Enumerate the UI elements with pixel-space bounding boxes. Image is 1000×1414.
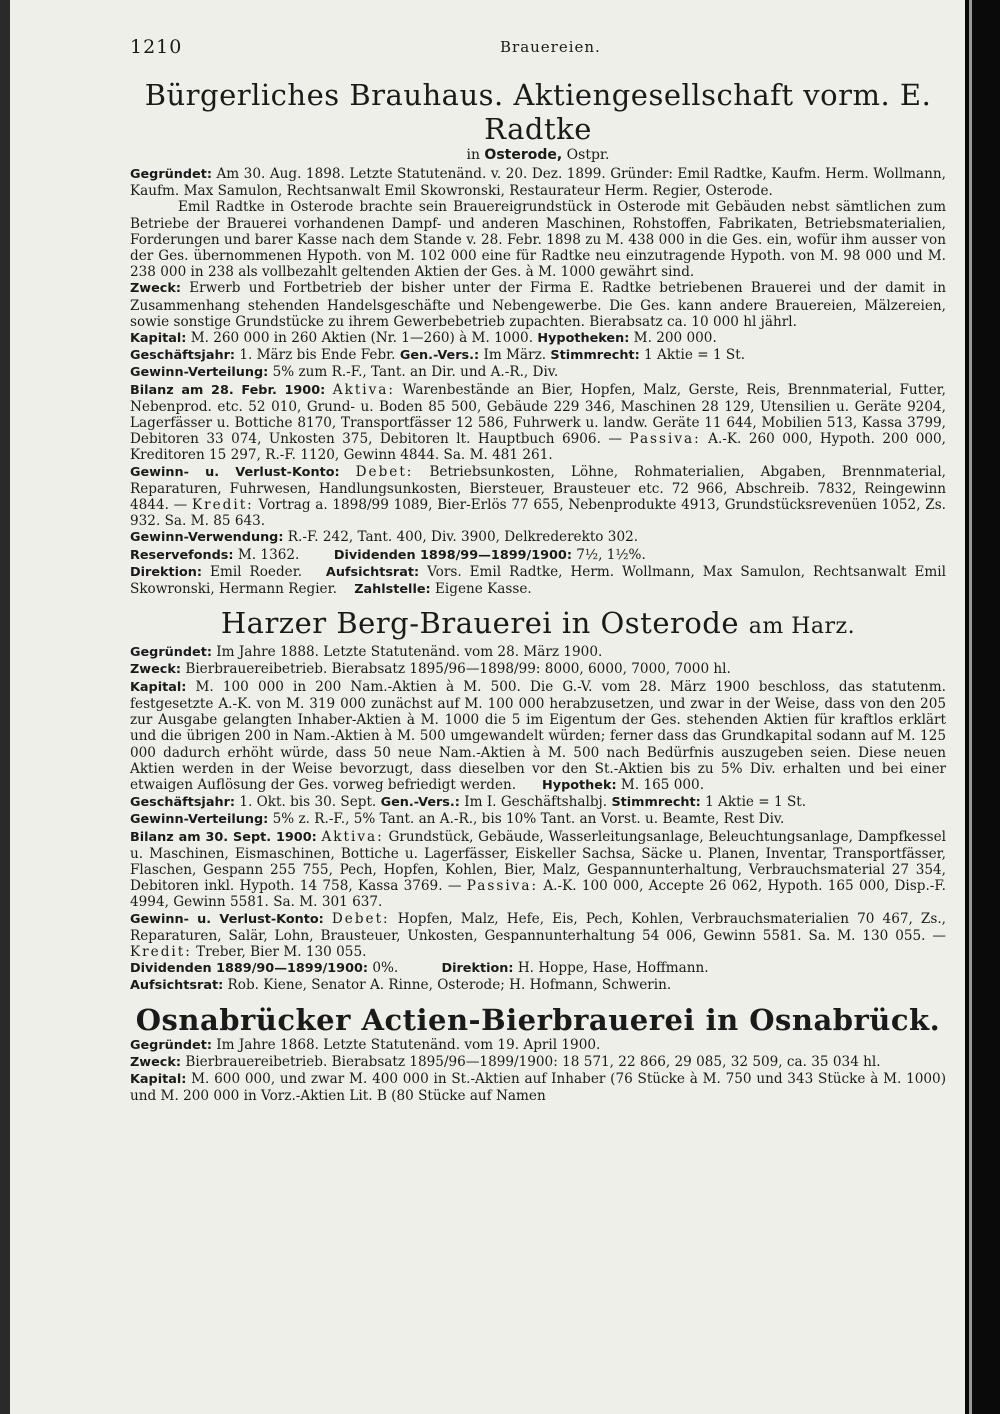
voting-right-text: 1 Aktie = 1 St.	[705, 794, 807, 811]
capital-paragraph	[130, 1071, 946, 1104]
management-text: Emil Roeder.	[210, 563, 303, 580]
profit-distribution-paragraph	[130, 811, 946, 828]
profit-loss-paragraph	[130, 911, 946, 961]
section-gap	[130, 995, 946, 1003]
assets-text: Warenbestände an Bier, Hopfen, Malz, Gerste, Reis, Brennmaterial, Futter, Nebenprod. etc. 52 010, Grund- u. Boden 85 500, Gebäude 229 346, Maschinen 28 129, Utensilien u. Geräte 9204, Lagerfässer u. Bottiche 8170, Transportfässer 12 586, Fuhrwerk u. landw. Geräte 11 644, Mobilien 513, Kassa 3799, Debitoren 33 074, Unkosten 375, Debitoren lt. Hauptbuch 6906. —	[130, 381, 946, 448]
label-balance: Bilanz am 28. Febr. 1900:	[130, 382, 326, 398]
entry-harzer-berg-brauerei	[130, 606, 946, 994]
supervisory-board-text: Rob. Kiene, Senator A. Rinne, Osterode; H. Hofmann, Schwerin.	[227, 977, 672, 994]
profit-distribution-text: 5% z. R.-F., 5% Tant. an A.-R., bis 10% Tant. an Vorst. u. Beamte, Rest Div.	[272, 811, 785, 828]
founded-text: Am 30. Aug. 1898. Letzte Statutenänd. v. 20. Dez. 1899. Gründer: Emil Radtke, Kaufm. Herm. Wollmann, Kaufm. Max Samulon, Rechtsanwalt Emil Skowronski, Restaurateur Herm. Regier, Osterode.	[130, 166, 946, 200]
label-liabilities: Passiva:	[629, 431, 701, 448]
label-debit: Debet:	[331, 910, 390, 927]
label-assets: Aktiva:	[332, 381, 395, 398]
label-profit-distribution: Gewinn-Verteilung:	[130, 812, 269, 828]
page-body	[130, 78, 946, 1104]
profit-loss-paragraph	[130, 464, 946, 530]
entry-title: Osnabrücker Actien-Bierbrauerei in Osnabrück.	[135, 1002, 941, 1037]
label-profit-use: Gewinn-Verwendung:	[130, 530, 284, 546]
balance-paragraph	[130, 829, 946, 911]
fiscal-year-paragraph	[130, 347, 946, 364]
label-voting-right: Stimmrecht:	[550, 348, 640, 364]
label-assets: Aktiva:	[321, 828, 384, 845]
capital-text: M. 100 000 in 200 Nam.-Aktien à M. 500. Die G.-V. vom 28. März 1900 beschloss, das statutenm. festgesetzte A.-K. von M. 319 000 zunächst auf M. 100 000 herabzusetzen, und zwar in der Weise, dass von den 205 zur Ausgabe gelangten Inhaber-Aktien à M. 1000 die 5 im Eigentum der Ges. stehenden Aktien für kraftlos erklärt und die übrigen 200 in Nam.-Aktien à M. 500 umgewandelt würden; ferner dass das Grundkapital sodann auf M. 125 000 dadurch erhöht würde, dass 50 neue Nam.-Aktien à M. 500 nach Bedürfnis auszugeben seien. Diese neuen Aktien werden in der Weise bevorzugt, dass dieselben vor den St.-Aktien bis zu 5% Div. erhalten und bei einer etwaigen Auflösung der Ges. vorweg befriedigt werden.	[130, 678, 946, 793]
capital-paragraph	[130, 679, 946, 794]
location-region: Ostpr.	[566, 147, 610, 163]
founded-text: Im Jahre 1888. Letzte Statutenänd. vom 28. März 1900.	[216, 644, 603, 661]
label-profit-loss: Gewinn- u. Verlust-Konto:	[130, 464, 340, 480]
mortgages-text: M. 200 000.	[633, 330, 717, 347]
capital-paragraph	[130, 330, 946, 347]
label-management: Direktion:	[441, 961, 514, 977]
entry-title-tail: am Harz.	[748, 614, 856, 640]
management-paragraph	[130, 564, 946, 598]
location-prefix: in	[466, 147, 480, 163]
profit-use-text: R.-F. 242, Tant. 400, Div. 3900, Delkrederekto 302.	[287, 529, 639, 546]
label-general-meeting: Gen.-Vers.:	[399, 348, 480, 364]
debit-text: Betriebsunkosten, Löhne, Rohmaterialien, Abgaben, Brennmaterial, Reparaturen, Fuhrwesen, Handlungsunkosten, Biersteuer, Brausteuer etc. 72 966, Abschreib. 7832, Reingewinn 4844. —	[130, 463, 946, 514]
management-text: H. Hoppe, Hase, Hoffmann.	[517, 960, 709, 977]
mortgage-text: M. 165 000.	[620, 776, 705, 793]
label-debit: Debet:	[355, 463, 414, 480]
general-meeting-text: Im I. Geschäftshalbj.	[464, 794, 608, 811]
entry-osnabruecker-actien-bierbrauerei	[130, 1003, 946, 1105]
label-founded: Gegründet:	[130, 167, 212, 182]
book-page	[10, 0, 965, 1414]
entry-buergerliches-brauhaus	[130, 78, 946, 598]
label-profit-distribution: Gewinn-Verteilung:	[130, 365, 269, 381]
debit-text: Hopfen, Malz, Hefe, Eis, Pech, Kohlen, Verbrauchsmaterialien 70 467, Zs., Reparaturen, Salär, Lohn, Brausteuer, Unkosten, Gespannunterhaltung 54 006, Gewinn 5581. Sa. M. 130 055. —	[130, 910, 946, 944]
general-meeting-text: Im März.	[483, 347, 547, 364]
label-founded: Gegründet:	[130, 645, 212, 661]
reserve-paragraph	[130, 547, 946, 564]
running-title: Brauereien.	[500, 38, 601, 56]
fiscal-year-text: 1. Okt. bis 30. Sept.	[239, 794, 377, 811]
profit-distribution-paragraph	[130, 364, 946, 381]
purpose-paragraph	[130, 280, 946, 330]
balance-paragraph	[130, 382, 946, 464]
label-credit: Kredit:	[130, 943, 192, 960]
label-purpose: Zweck:	[130, 1054, 181, 1070]
profit-distribution-text: 5% zum R.-F., Tant. an Dir. und A.-R., Div.	[272, 364, 559, 381]
page-edge-strip	[969, 0, 972, 1414]
purpose-text: Bierbrauereibetrieb. Bierabsatz 1895/96—1898/99: 8000, 6000, 7000, 7000 hl.	[185, 661, 731, 678]
credit-text: Treber, Bier M. 130 055.	[196, 943, 367, 960]
purpose-paragraph	[130, 661, 946, 678]
label-paying-agent: Zahlstelle:	[354, 582, 431, 598]
label-management: Direktion:	[130, 564, 203, 580]
supervisory-board-text: Vors. Emil Radtke, Herm. Wollmann, Max Samulon, Rechtsanwalt Emil Skowronski, Hermann Regier.	[130, 563, 946, 598]
label-mortgages: Hypotheken:	[537, 331, 630, 347]
credit-text: Vortrag a. 1898/99 1089, Bier-Erlös 77 655, Nebenprodukte 4913, Grundstücksrevenüen 1052, Zs. 932. Sa. M. 85 643.	[130, 497, 946, 530]
founded-text: Im Jahre 1868. Letzte Statutenänd. vom 19. April 1900.	[216, 1036, 601, 1053]
entry-title: Bürgerliches Brauhaus. Aktiengesellschaft vorm. E. Radtke	[144, 78, 932, 146]
dividends-paragraph	[130, 960, 946, 977]
founded-paragraph	[130, 644, 946, 661]
label-balance: Bilanz am 30. Sept. 1900:	[130, 829, 317, 845]
label-capital: Kapital:	[130, 331, 187, 347]
label-supervisory-board: Aufsichtsrat:	[130, 978, 224, 994]
page-edge-shadow	[965, 0, 1000, 1414]
page-header	[130, 36, 940, 60]
assets-text: Grundstück, Gebäude, Wasserleitungsanlage, Beleuchtungsanlage, Dampfkessel u. Maschinen, Eismaschinen, Bottiche u. Lagerfässer, Eiskeller Sachsa, Säcke u. Planen, Inventar, Transportfässer, Flaschen, Gespann 255 755, Pech, Hopfen, Kohlen, Bier, Malz, Gespannunterhaltung, Verbrauchsmaterial 27 354, Debitoren inkl. Hypoth. 14 758, Kassa 3769. —	[130, 828, 946, 895]
label-fiscal-year: Geschäftsjahr:	[130, 795, 235, 811]
founded-paragraph	[130, 166, 946, 199]
label-credit: Kredit:	[191, 497, 254, 514]
label-dividends: Dividenden 1889/90—1899/1900:	[130, 961, 369, 977]
liabilities-text: A.-K. 100 000, Accepte 26 062, Hypoth. 165 000, Disp.-F. 4994, Gewinn 5581. Sa. M. 301 637.	[130, 878, 947, 911]
entry-location	[130, 146, 946, 164]
reserve-text: M. 1362.	[237, 546, 300, 563]
voting-right-text: 1 Aktie = 1 St.	[644, 347, 746, 364]
label-voting-right: Stimmrecht:	[611, 795, 701, 811]
label-reserve: Reservefonds:	[130, 547, 234, 563]
label-profit-loss: Gewinn- u. Verlust-Konto:	[130, 911, 324, 927]
label-purpose: Zweck:	[130, 281, 181, 297]
label-supervisory-board: Aufsichtsrat:	[325, 564, 420, 580]
capital-text: M. 260 000 in 260 Aktien (Nr. 1—260) à M. 1000.	[190, 330, 534, 347]
page-number: 1210	[130, 36, 183, 58]
label-capital: Kapital:	[130, 679, 187, 695]
purpose-paragraph	[130, 1054, 946, 1071]
entry-title	[130, 606, 946, 644]
liabilities-text: A.-K. 260 000, Hypoth. 200 000, Kreditoren 15 297, R.-F. 1120, Gewinn 4844. Sa. M. 481 261.	[130, 431, 946, 464]
dividends-text: 7½, 1½%.	[576, 546, 646, 563]
purpose-text: Erwerb und Fortbetrieb der bisher unter der Firma E. Radtke betriebenen Brauerei und der damit in Zusammenhang stehenden Handelsgeschäfte und Nebengewerbe. Die Ges. kann andere Brauereien, Mälzereien, sowie sonstige Grundstücke zu ihrem Gewerbebetrieb zupachten. Bierabsatz ca. 10 000 hl jährl.	[130, 280, 946, 330]
book-spine-shadow	[0, 0, 10, 1414]
purpose-text: Bierbrauereibetrieb. Bierabsatz 1895/96—1899/1900: 18 571, 22 866, 29 085, 32 509, ca. 35 034 hl.	[185, 1053, 881, 1070]
dividends-text: 0%.	[372, 960, 399, 977]
label-purpose: Zweck:	[130, 662, 181, 678]
label-founded: Gegründet:	[130, 1037, 212, 1053]
profit-use-paragraph	[130, 529, 946, 546]
label-mortgage: Hypothek:	[542, 777, 617, 793]
fiscal-year-paragraph	[130, 794, 946, 811]
label-capital: Kapital:	[130, 1071, 187, 1087]
paying-agent-text: Eigene Kasse.	[434, 581, 532, 598]
fiscal-year-text: 1. März bis Ende Febr.	[239, 347, 396, 364]
label-fiscal-year: Geschäftsjahr:	[130, 348, 235, 364]
capital-text: M. 600 000, und zwar M. 400 000 in St.-Aktien auf Inhaber (76 Stücke à M. 750 und 343 Stücke à M. 1000) und M. 200 000 in Vorz.-Aktien Lit. B (80 Stücke auf Namen	[130, 1070, 947, 1105]
location-city: Osterode,	[484, 147, 563, 163]
founded-paragraph	[130, 1037, 946, 1054]
label-general-meeting: Gen.-Vers.:	[380, 795, 460, 811]
supervisory-board-paragraph	[130, 977, 946, 994]
history-paragraph: Emil Radtke in Osterode brachte sein Brauereigrundstück in Osterode mit Gebäuden nebst sämtlichen zum Betriebe der Brauerei vorhandenen Dampf- und anderen Maschinen, Rohstoffen, Fabrikaten, Betriebsmaterialien, Forderungen und barer Kasse nach dem Stande v. 28. Febr. 1898 zu M. 438 000 in die Ges. ein, wofür ihm ausser von der Ges. übernommenen Hypoth. von M. 102 000 eine für Radtke neu einzutragende Hypoth. von M. 98 000 und M. 238 000 in 238 als vollbezahlt geltenden Aktien der Ges. à M. 1000 gewährt sind.	[130, 199, 946, 281]
label-dividends: Dividenden 1898/99—1899/1900:	[333, 547, 572, 563]
label-liabilities: Passiva:	[466, 878, 539, 895]
section-gap	[130, 598, 946, 606]
entry-title-main: Harzer Berg-Brauerei in Osterode	[220, 606, 740, 641]
